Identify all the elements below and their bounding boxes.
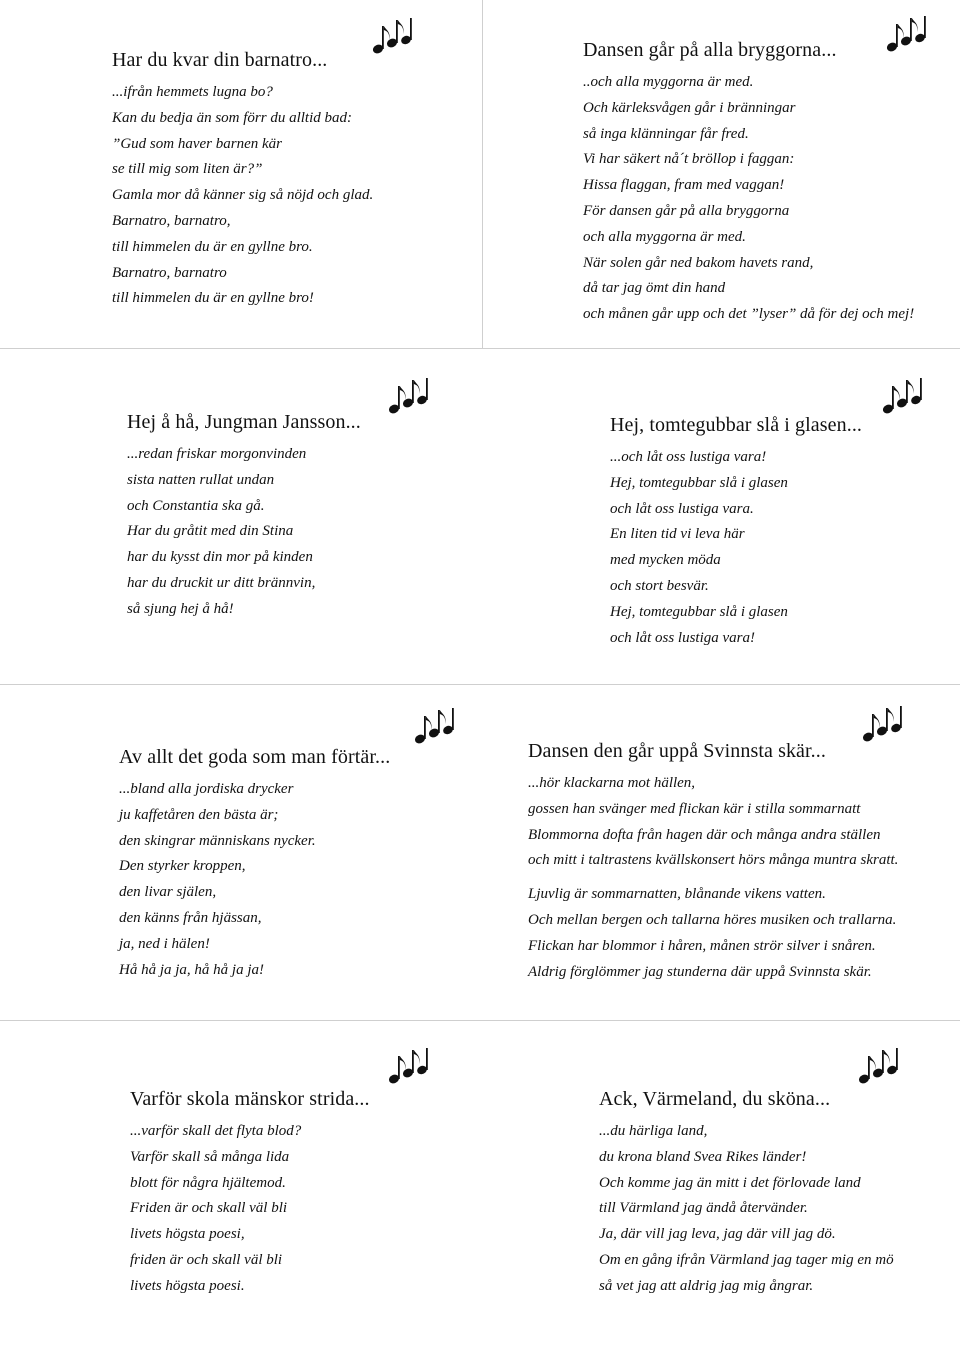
song-line: den livar själen,	[119, 884, 217, 901]
song-line: till himmelen du är en gyllne bro.	[112, 238, 313, 255]
divider	[482, 0, 483, 348]
stanza-gap	[528, 874, 898, 882]
song-line: ...bland alla jordiska drycker	[119, 781, 294, 797]
song-line: till himmelen du är en gyllne bro!	[112, 290, 314, 307]
song-line: har du druckit ur ditt brännvin,	[127, 574, 316, 591]
music-note-icon	[884, 16, 928, 56]
song-title: Varför skola mänskor strida...	[130, 1088, 370, 1110]
song-line: För dansen går på alla bryggorna	[583, 202, 790, 219]
song-line: ...varför skall det flyta blod?	[130, 1123, 302, 1139]
song-line: Och mellan bergen och tallarna höres musiken och trallarna.	[528, 911, 897, 928]
song-line: ..och alla myggorna är med.	[583, 74, 754, 90]
song-line: blott för några hjältemod.	[130, 1174, 286, 1191]
music-note-icon	[412, 708, 456, 748]
song-line: Flickan har blommor i håren, månen strör silver i snåren.	[528, 937, 876, 954]
song-line: Barnatro, barnatro,	[112, 212, 231, 229]
song-line: den skingrar människans nycker.	[119, 832, 316, 849]
song-line: Hissa flaggan, fram med vaggan!	[583, 177, 785, 194]
song-title: Av allt det goda som man förtär...	[119, 746, 391, 768]
song-line: du krona bland Svea Rikes länder!	[599, 1148, 807, 1165]
song-line: Har du gråtit med din Stina	[127, 523, 294, 540]
song-title: Dansen den går uppå Svinnsta skär...	[528, 740, 826, 762]
song-line: Hej, tomtegubbar slå i glasen	[610, 474, 788, 491]
song-card-varmeland	[599, 1087, 894, 1300]
song-line: så sjung hej å hå!	[127, 600, 234, 617]
song-line: Varför skall så många lida	[130, 1148, 290, 1165]
divider	[0, 684, 960, 685]
song-line: Aldrig förglömmer jag stunderna där uppå Svinnsta skär.	[528, 963, 872, 980]
song-line: Den styrker kroppen,	[119, 858, 246, 875]
song-line: friden är och skall väl bli	[130, 1251, 283, 1268]
song-line: och stort besvär.	[610, 577, 709, 594]
song-card-svinnsta-skar	[528, 739, 898, 985]
song-line: och mitt i taltrastens kvällskonsert hörs många muntra skratt.	[528, 852, 899, 869]
song-title: Hej å hå, Jungman Jansson...	[127, 411, 361, 433]
music-note-icon	[386, 1048, 430, 1088]
divider	[0, 1020, 960, 1021]
song-title: Har du kvar din barnatro...	[112, 49, 328, 71]
song-line: se till mig som liten är?”	[112, 161, 263, 178]
song-line: och Constantia ska gå.	[127, 497, 265, 514]
song-line: och låt oss lustiga vara!	[610, 629, 755, 646]
song-card-manskor-strida	[130, 1087, 370, 1300]
song-card-jungman-jansson	[127, 410, 361, 623]
song-line: ja, ned i hälen!	[119, 935, 210, 952]
divider	[0, 348, 960, 349]
song-title: Ack, Värmeland, du sköna...	[599, 1088, 831, 1110]
song-line: Vi har säkert nå´t bröllop i faggan:	[583, 151, 795, 168]
song-line: Och komme jag än mitt i det förlovade land	[599, 1174, 861, 1191]
song-line: ...du härliga land,	[599, 1123, 708, 1139]
song-line: Ja, där vill jag leva, jag där vill jag dö.	[599, 1226, 836, 1243]
song-line: ...redan friskar morgonvinden	[127, 446, 307, 462]
song-line: med mycken möda	[610, 552, 721, 569]
song-line: ju kaffetåren den bästa är;	[119, 806, 279, 823]
song-line: ...hör klackarna mot hällen,	[528, 775, 696, 791]
song-line: En liten tid vi leva här	[610, 526, 745, 543]
song-card-kaffe	[119, 745, 390, 983]
music-note-icon	[370, 18, 414, 58]
song-line: Ljuvlig är sommarnatten, blånande vikens vatten.	[528, 886, 826, 903]
song-line: livets högsta poesi,	[130, 1226, 245, 1243]
song-line: så vet jag att aldrig jag mig ångrar.	[599, 1277, 814, 1294]
song-title: Dansen går på alla bryggorna...	[583, 39, 837, 61]
song-line: och månen går upp och det ”lyser” då för dej och mej!	[583, 306, 915, 323]
music-note-icon	[860, 706, 904, 746]
song-line: När solen går ned bakom havets rand,	[583, 254, 814, 271]
song-line: Kan du bedja än som förr du alltid bad:	[112, 109, 353, 126]
music-note-icon	[386, 378, 430, 418]
song-line: sista natten rullat undan	[127, 471, 275, 488]
song-line: Barnatro, barnatro	[112, 264, 227, 281]
song-line: Gamla mor då känner sig så nöjd och glad.	[112, 187, 374, 204]
song-line: Om en gång ifrån Värmland jag tager mig en mö	[599, 1251, 894, 1268]
song-line: den känns från hjässan,	[119, 909, 262, 926]
song-line: Hej, tomtegubbar slå i glasen	[610, 603, 788, 620]
song-line: Friden är och skall väl bli	[130, 1200, 288, 1217]
music-note-icon	[880, 378, 924, 418]
song-card-bryggorna	[583, 38, 914, 328]
song-line: då tar jag ömt din hand	[583, 280, 726, 297]
song-card-tomtegubbar	[610, 413, 862, 651]
song-line: gossen han svänger med flickan kär i stilla sommarnatt	[528, 800, 861, 817]
song-card-barnatro	[112, 48, 373, 312]
song-line: ”Gud som haver barnen kär	[112, 135, 282, 152]
song-line: så inga klänningar får fred.	[583, 125, 749, 142]
music-note-icon	[856, 1048, 900, 1088]
song-line: livets högsta poesi.	[130, 1277, 245, 1294]
song-line: har du kysst din mor på kinden	[127, 549, 313, 566]
song-line: ...och låt oss lustiga vara!	[610, 449, 767, 465]
song-line: Blommorna dofta från hagen där och många andra ställen	[528, 826, 881, 843]
song-line: och låt oss lustiga vara.	[610, 500, 754, 517]
song-line: och alla myggorna är med.	[583, 228, 746, 245]
song-line: Och kärleksvågen går i bränningar	[583, 99, 796, 116]
song-line: ...ifrån hemmets lugna bo?	[112, 84, 273, 100]
song-line: Hå hå ja ja, hå hå ja ja!	[119, 961, 264, 978]
song-title: Hej, tomtegubbar slå i glasen...	[610, 414, 863, 436]
song-line: till Värmland jag ändå återvänder.	[599, 1200, 808, 1217]
